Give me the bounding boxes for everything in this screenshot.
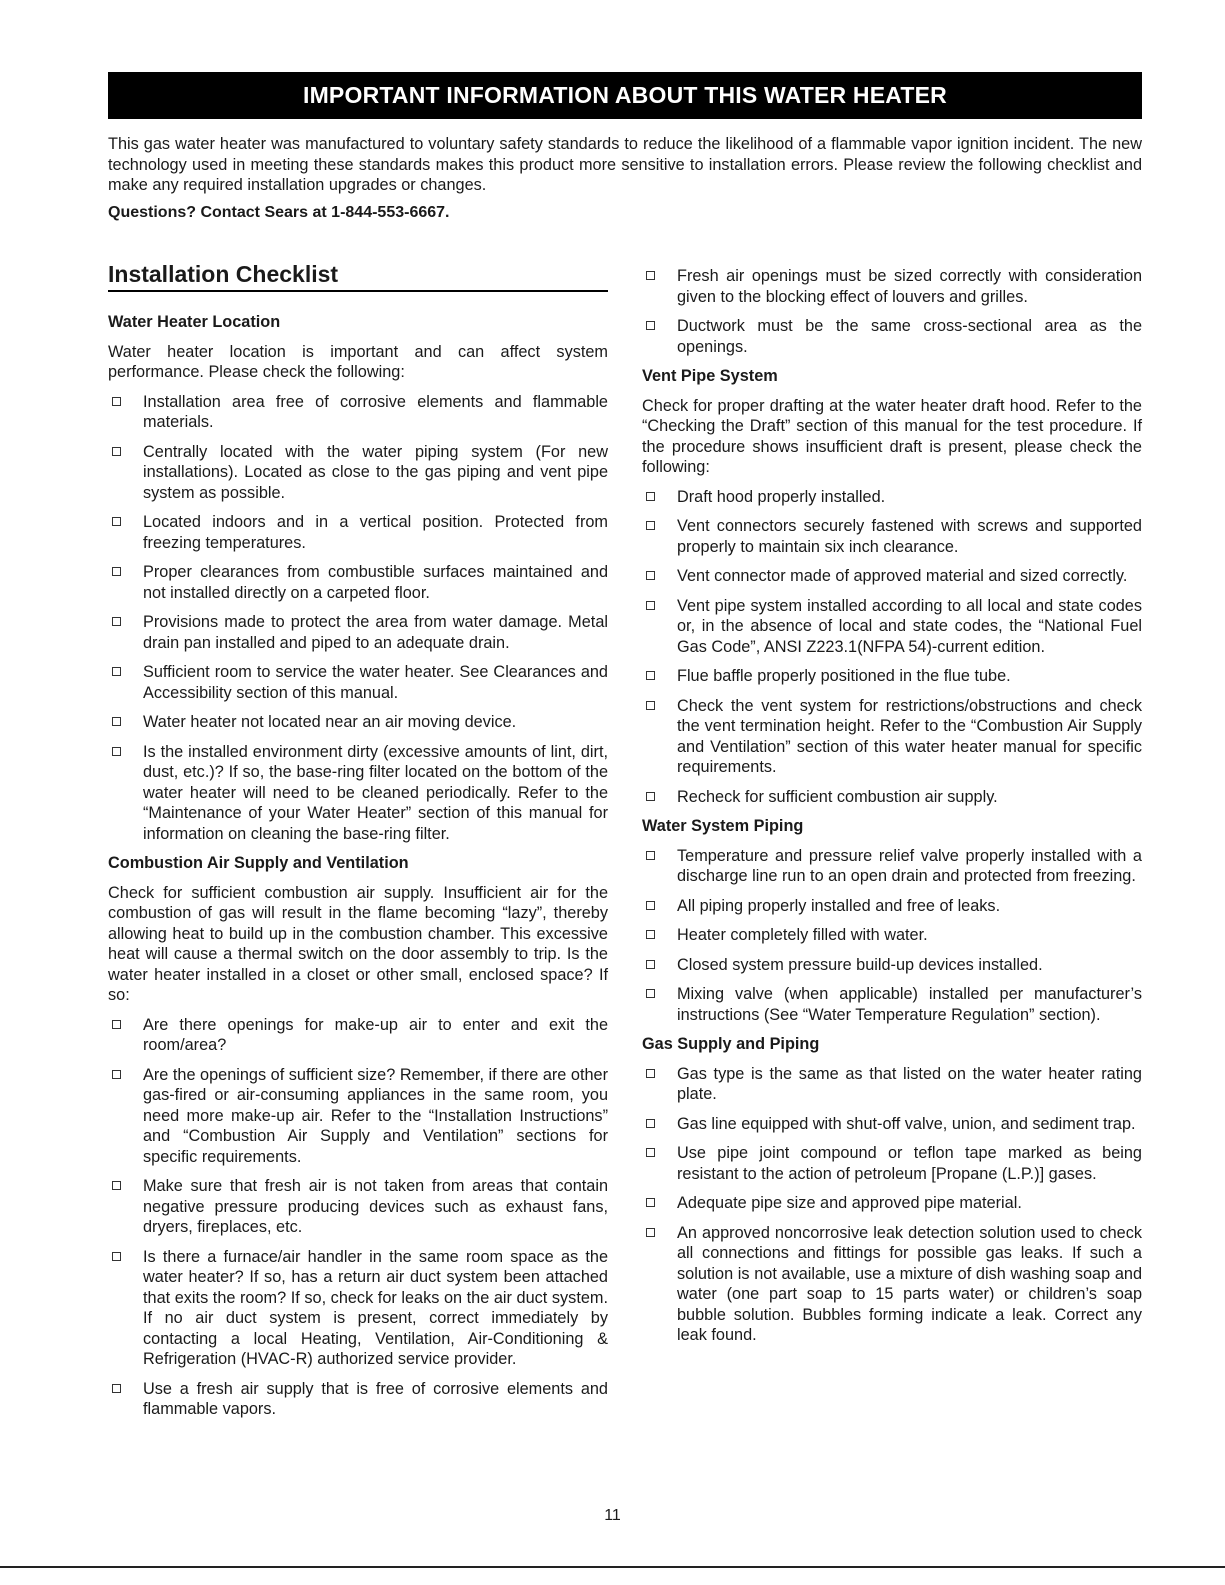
page-banner: IMPORTANT INFORMATION ABOUT THIS WATER HEATER [108, 72, 1142, 119]
section-title: Installation Checklist [108, 260, 608, 292]
checkbox-icon[interactable] [112, 447, 121, 456]
checklist-item [642, 596, 1142, 658]
checklist-item [642, 984, 1142, 1025]
checklist-item [642, 316, 1142, 357]
checkbox-icon[interactable] [112, 567, 121, 576]
checklist-item [108, 1247, 608, 1370]
checklist-item [108, 562, 608, 603]
location-heading: Water Heater Location [108, 313, 281, 331]
combustion-heading: Combustion Air Supply and Ventilation [108, 854, 409, 872]
checkbox-icon[interactable] [646, 851, 655, 860]
checkbox-icon[interactable] [646, 989, 655, 998]
checkbox-icon[interactable] [112, 1070, 121, 1079]
checklist-item-text: Provisions made to protect the area from water damage. Metal drain pan installed and piped to an adequate drain. [143, 613, 608, 652]
checklist-item-text: All piping properly installed and free of leaks. [677, 896, 1001, 915]
checklist-item [108, 662, 608, 703]
contact-line: Questions? Contact Sears at 1-844-553-6667. [108, 204, 450, 221]
checklist-item [642, 787, 1142, 808]
checklist-item [642, 1114, 1142, 1135]
checkbox-icon[interactable] [646, 271, 655, 280]
checklist-item-text: Heater completely filled with water. [677, 926, 928, 944]
checklist-item-text: Gas type is the same as that listed on the water heater rating plate. [677, 1064, 1142, 1103]
right-column [642, 266, 1142, 1355]
checkbox-icon[interactable] [646, 1119, 655, 1128]
bottom-rule [0, 1566, 1225, 1568]
checklist-item-text: Flue baffle properly positioned in the flue tube. [677, 667, 1011, 685]
checklist-item [642, 566, 1142, 587]
checklist-item [108, 442, 608, 504]
checklist-item-text: Fresh air openings must be sized correctly with consideration given to the blocking effect of louvers and grilles. [677, 267, 1142, 306]
checklist-item [642, 487, 1142, 508]
checkbox-icon[interactable] [646, 1148, 655, 1157]
checklist-item-text: Sufficient room to service the water heater. See Clearances and Accessibility section of this manual. [143, 663, 608, 702]
checkbox-icon[interactable] [112, 717, 121, 726]
location-checklist [108, 392, 608, 845]
water-piping-checklist [642, 846, 1142, 1026]
checkbox-icon[interactable] [646, 701, 655, 710]
checkbox-icon[interactable] [646, 321, 655, 330]
checklist-item-text: Mixing valve (when applicable) installed per manufacturer’s instructions (See “Water Temperature Regulation” section). [677, 985, 1142, 1024]
checkbox-icon[interactable] [646, 492, 655, 501]
checklist-item-text: Check the vent system for restrictions/obstructions and check the vent termination height. Refer to the “Combustion Air Supply and Ventilation” section of this water heater manual for specific requirements. [677, 696, 1142, 776]
checklist-item-text: Located indoors and in a vertical position. Protected from freezing temperatures. [143, 513, 608, 552]
checklist-item [108, 392, 608, 433]
checklist-item [642, 266, 1142, 307]
checkbox-icon[interactable] [646, 571, 655, 580]
checklist-item [642, 846, 1142, 887]
checklist-item-text: Are there openings for make-up air to enter and exit the room/area? [143, 1015, 608, 1054]
vent-heading: Vent Pipe System [642, 367, 778, 385]
checkbox-icon[interactable] [646, 930, 655, 939]
checklist-item-text: Ductwork must be the same cross-sectional area as the openings. [677, 317, 1142, 356]
checklist-item [642, 666, 1142, 687]
checklist-item-text: Draft hood properly installed. [677, 487, 886, 506]
checklist-item-text: Adequate pipe size and approved pipe material. [677, 1194, 1022, 1212]
checklist-item [642, 1064, 1142, 1105]
checkbox-icon[interactable] [646, 671, 655, 680]
checklist-item [642, 925, 1142, 946]
checklist-item-text: Make sure that fresh air is not taken from areas that contain negative pressure producing devices such as exhaust fans, dryers, fireplaces, etc. [143, 1177, 608, 1236]
checklist-item [642, 1223, 1142, 1346]
checklist-item-text: Centrally located with the water piping system (For new installations). Located as close to the gas piping and vent pipe system as possible. [143, 442, 608, 502]
gas-heading: Gas Supply and Piping [642, 1035, 820, 1053]
combustion-checklist-continued [642, 266, 1142, 357]
water-piping-heading: Water System Piping [642, 817, 804, 835]
checkbox-icon[interactable] [112, 667, 121, 676]
combustion-checklist [108, 1015, 608, 1420]
checklist-item-text: Use pipe joint compound or teflon tape marked as being resistant to the action of petroleum [Propane (L.P.)] gases. [677, 1144, 1142, 1183]
checkbox-icon[interactable] [112, 1181, 121, 1190]
checklist-item-text: Use a fresh air supply that is free of corrosive elements and flammable vapors. [143, 1379, 608, 1418]
combustion-intro: Check for sufficient combustion air supply. Insufficient air for the combustion of gas will result in the flame becoming “lazy”, thereby allowing heat to build up in the combustion chamber. This excessive heat will cause a thermal switch on the door assembly to trip. Is the water heater installed in a closet or other small, enclosed space? If so: [108, 883, 608, 1004]
vent-checklist [642, 487, 1142, 808]
checklist-item [642, 516, 1142, 557]
checklist-item-text: Proper clearances from combustible surfaces maintained and not installed directly on a carpeted floor. [143, 563, 608, 602]
checkbox-icon[interactable] [112, 397, 121, 406]
checklist-item [108, 1065, 608, 1168]
checkbox-icon[interactable] [646, 960, 655, 969]
checklist-item [642, 1143, 1142, 1184]
checkbox-icon[interactable] [646, 1198, 655, 1207]
checklist-item [108, 612, 608, 653]
checkbox-icon[interactable] [646, 1228, 655, 1237]
checklist-item [108, 1176, 608, 1238]
vent-intro: Check for proper drafting at the water heater draft hood. Refer to the “Checking the Draft” section of this manual for the test procedure. If the procedure shows insufficient draft is present, please check the following: [642, 396, 1142, 476]
checkbox-icon[interactable] [112, 1252, 121, 1261]
checkbox-icon[interactable] [112, 747, 121, 756]
checklist-item-text: Is there a furnace/air handler in the same room space as the water heater? If so, has a return air duct system been attached that exits the room? If so, check for leaks on the air duct system. If no air duct system is present, correct immediately by contacting a local Heating, Ventilation, Air-Conditioning & Refrigeration (HVAC-R) authorized service provider. [143, 1247, 608, 1368]
checklist-item [642, 696, 1142, 778]
checklist-item-text: Closed system pressure build-up devices installed. [677, 955, 1043, 974]
checklist-item-text: Are the openings of sufficient size? Remember, if there are other gas-fired or air-consuming appliances in the same room, you need more make-up air. Refer to the “Installation Instructions” and “Combustion Air Supply and Ventilation” sections for specific requirements. [143, 1065, 608, 1166]
checkbox-icon[interactable] [112, 1020, 121, 1029]
checklist-item-text: Recheck for sufficient combustion air supply. [677, 787, 998, 806]
checkbox-icon[interactable] [646, 792, 655, 801]
left-column [108, 260, 608, 1429]
checkbox-icon[interactable] [112, 617, 121, 626]
checklist-item [108, 512, 608, 553]
checklist-item [108, 742, 608, 845]
checklist-item [108, 712, 608, 733]
checkbox-icon[interactable] [646, 601, 655, 610]
checkbox-icon[interactable] [112, 517, 121, 526]
checklist-item-text: Installation area free of corrosive elements and flammable materials. [143, 392, 608, 431]
checkbox-icon[interactable] [112, 1384, 121, 1393]
checklist-item [642, 1193, 1142, 1214]
checklist-item-text: Vent connector made of approved material and sized correctly. [677, 567, 1128, 585]
checkbox-icon[interactable] [646, 521, 655, 530]
checklist-item-text: Water heater not located near an air moving device. [143, 713, 517, 731]
checklist-item-text: Temperature and pressure relief valve properly installed with a discharge line run to an open drain and protected from freezing. [677, 846, 1142, 885]
location-intro: Water heater location is important and can affect system performance. Please check the following: [108, 342, 608, 381]
checklist-item-text: An approved noncorrosive leak detection solution used to check all connections and fittings for possible gas leaks. If such a solution is not available, use a mixture of dish washing soap and water (one part soap to 15 parts water) or children’s soap bubble solution. Bubbles forming indicate a leak. Correct any leak found. [677, 1223, 1142, 1344]
checklist-item-text: Gas line equipped with shut-off valve, union, and sediment trap. [677, 1114, 1136, 1133]
gas-checklist [642, 1064, 1142, 1346]
checklist-item [108, 1379, 608, 1420]
page-number: 11 [604, 1507, 621, 1524]
checklist-item [642, 955, 1142, 976]
checklist-item [108, 1015, 608, 1056]
checklist-item-text: Vent pipe system installed according to all local and state codes or, in the absence of local and state codes, the “National Fuel Gas Code”, ANSI Z223.1(NFPA 54)-current edition. [677, 596, 1142, 656]
checklist-item [642, 896, 1142, 917]
intro-paragraph: This gas water heater was manufactured to voluntary safety standards to reduce the likelihood of a flammable vapor ignition incident. The new technology used in meeting these standards makes this product more sensitive to installation errors. Please review the following checklist and make any required installation upgrades or changes. [108, 135, 1142, 194]
checklist-item-text: Vent connectors securely fastened with screws and supported properly to maintain six inch clearance. [677, 517, 1142, 556]
checklist-item-text: Is the installed environment dirty (excessive amounts of lint, dirt, dust, etc.)? If so, the base-ring filter located on the bottom of the water heater will need to be cleaned periodically. Refer to the “Maintenance of your Water Heater” section of this manual for information on cleaning the base-ring filter. [143, 742, 608, 843]
checkbox-icon[interactable] [646, 1069, 655, 1078]
checkbox-icon[interactable] [646, 901, 655, 910]
